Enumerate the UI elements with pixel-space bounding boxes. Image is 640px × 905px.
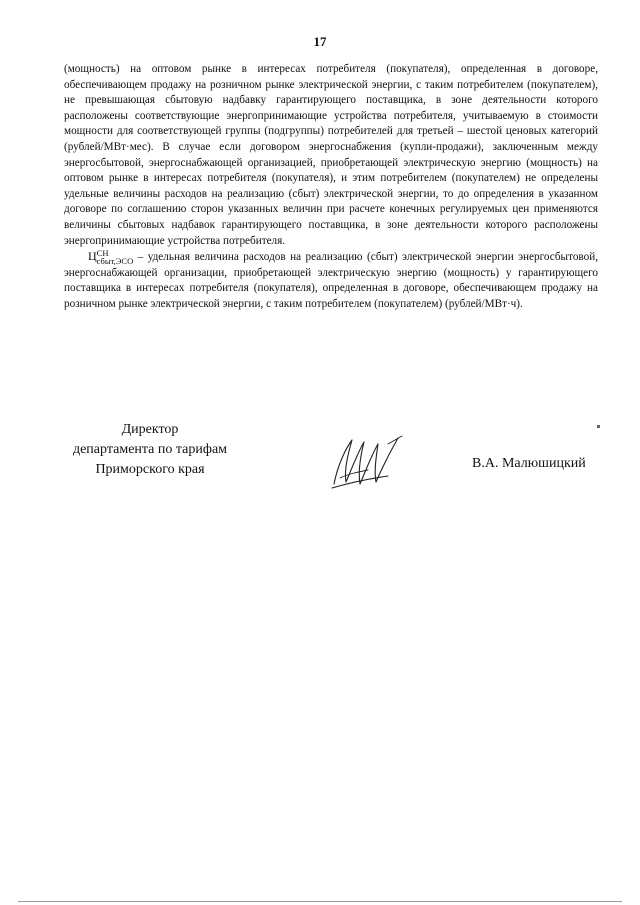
signer-title [60, 420, 240, 480]
document-body [64, 62, 598, 313]
signer-title-line1: Директор [121, 422, 179, 437]
scan-bottom-edge [18, 901, 622, 902]
page-number: 17 [313, 34, 327, 49]
formula-symbol [88, 248, 134, 267]
signer-title-line3: Приморского края [95, 462, 205, 477]
scan-mark [597, 425, 600, 428]
symbol-superscript: СН [96, 248, 109, 259]
symbol-base: Ц [88, 249, 97, 264]
symbol-subscript: сбыт,ЭСО [96, 256, 134, 267]
handwritten-signature [328, 434, 408, 490]
signer-name: В.А. Малюшицкий [472, 456, 586, 471]
paragraph-definition [64, 249, 598, 312]
paragraph-continuation: (мощность) на оптовом рынке в интересах потребителя (покупателя), определенная в договоре, обеспечивающем продажу на розничном рынке электрической энергии, с таким потребителем (покупателем), не превышающая сбытовую надбавку гарантирующего поставщика, в зоне деятельности которого расположены соответствующие энергопринимающие устройства потребителя, учитываемую в стоимости мощности для соответствующей группы (подгруппы) потребителей для третьей – шестой ценовых категорий (рублей/МВт·мес). В случае если договором энергоснабжения (купли-продажи), заключенным между энергосбытовой, энергоснабжающей организацией, приобретающей электрическую энергию (мощность) на оптовом рынке в интересах потребителя (покупателя), и этим потребителем (покупателем) не определены удельные величины расходов на реализацию (сбыт) электрической энергии, то до определения в указанном договоре по соглашению сторон указанных величин при расчете конечных регулируемых цен применяются величины сбытовых надбавок гарантирующего поставщика, в зоне деятельности которого расположены энергопринимающие устройства потребителя. [64, 63, 598, 247]
signer-title-line2: департамента по тарифам [72, 442, 228, 457]
definition-text: – удельная величина расходов на реализацию (сбыт) электрической энергии энергосбытовой, энергоснабжающей организации, приобретающей электрическую энергию (мощность) у гарантирующего поставщика в интересах потребителя (покупателя), определенная в договоре, обеспечивающем продажу на розничном рынке электрической энергии, с таким потребителем (покупателем) (рублей/МВт·ч). [64, 251, 598, 310]
